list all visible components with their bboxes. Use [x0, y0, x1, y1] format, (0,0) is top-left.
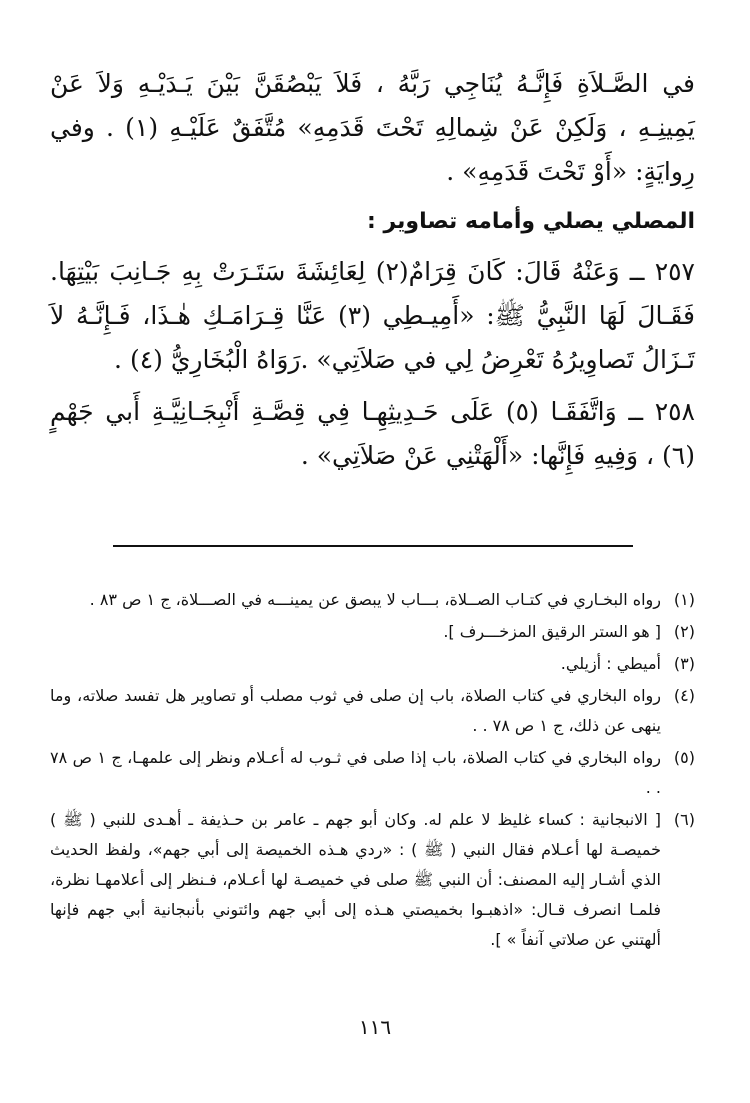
footnote-text: رواه البخـاري في كتـاب الصــلاة، بـــاب لا يبصق عن يمينـــه في الصـــلاة، ج ١ ص ٨٣ . — [89, 590, 661, 609]
footnote-3 — [50, 649, 695, 679]
footnote-number: (١) — [673, 590, 695, 609]
section-heading: المصلي يصلي وأمامه تصاوير : — [367, 209, 695, 234]
paragraph-hadith-continuation: في الصَّـلاَةِ فَإِنَّـهُ يُنَاجِي رَبَّهُ ، فَلاَ يَبْصُقَنَّ بَيْنَ يَـدَيْـهِ وَلاَ عَنْ يَمِينِـهِ ، وَلَكِنْ عَنْ شِمالِهِ تَحْتَ قَدَمِهِ» مُتَّفَقٌ عَلَيْـهِ (١) . وفي رِوايَةٍ: «أَوْ تَحْتَ قَدَمِهِ» . — [50, 69, 695, 186]
footnotes — [50, 585, 695, 957]
paragraph-hadith-258: ٢٥٨ ــ وَاتَّفَقَـا (٥) عَلَى حَـدِيثِهِـا فِي قِصَّـةِ أَنْبِجَـانِيَّـةِ أَبي جَهْمٍ (٦) ، وَفِيهِ فَإِنَّها: «أَلْهَتْنِي عَنْ صَلاَتِي» . — [50, 397, 695, 470]
footnote-text: رواه البخاري في كتاب الصلاة، باب إن صلى في ثوب مصلب أو تصاوير هل تفسد صلاته، وما ينهى عن ذلك، ج ١ ص ٧٨ . . — [50, 686, 661, 735]
footnote-number: (٦) — [673, 810, 695, 829]
footnote-6 — [50, 805, 695, 955]
footnote-number: (٣) — [673, 654, 695, 673]
main-text — [50, 62, 695, 486]
page-number: ١١٦ — [358, 1015, 392, 1039]
footnote-text: أميطي : أزيلي. — [560, 654, 661, 673]
footnote-number: (٤) — [673, 686, 695, 705]
footnote-text: رواه البخاري في كتاب الصلاة، باب إذا صلى في ثـوب له أعـلام ونظر إلى علمهـا، ج ١ ص ٧٨ . . — [50, 748, 662, 797]
footnote-number: (٥) — [673, 748, 695, 767]
footnote-number: (٢) — [673, 622, 695, 641]
footnote-text: [ الانبجانية : كساء غليظ لا علم له. وكان أبو جهم ـ عامر بن حـذيفة ـ أهـدى للنبي ( ﷺ ) خميصـة لها أعـلام فقال النبي ( ﷺ ) : «ردي هـذه الخميصة إلى أبي جهم»، ولفظ الحديث الذي أشـار إليه المصنف: أن النبي ﷺ صلى في خميصـة لها أعـلام، فـنظر إلى أعلامهـا نظرة، فلمـا انصرف قـال: «اذهبـوا بخميصتي هـذه إلى أبي جهم وائتوني بأنبجانية أبي جهم فإنها ألهتني عن صلاتي آنفاً » ]. — [50, 810, 661, 949]
footnote-5 — [50, 743, 695, 803]
footnote-divider — [113, 545, 633, 547]
footnote-4 — [50, 681, 695, 741]
footnote-1 — [50, 585, 695, 615]
paragraph-hadith-257: ٢٥٧ ــ وَعَنْهُ قَالَ: كَانَ قِرَامٌ(٢) لِعَائِشَةَ سَتَـرَتْ بِهِ جَـانِبَ بَيْتِهَا. فَقَـالَ لَهَا النَّبِيُّ ﷺ: «أَمِيـطِي (٣) عَنَّا قِـرَامَـكِ هٰـذَا، فَـإِنَّـهُ لاَ تَـزَالُ تَصاوِيرُهُ تَعْرِضُ لِي في صَلاَتِي» .رَوَاهُ الْبُخَارِيُّ (٤) . — [50, 257, 695, 374]
footnote-text: [ هو الستر الرقيق المزخـــرف ]. — [443, 622, 661, 641]
footnote-2 — [50, 617, 695, 647]
